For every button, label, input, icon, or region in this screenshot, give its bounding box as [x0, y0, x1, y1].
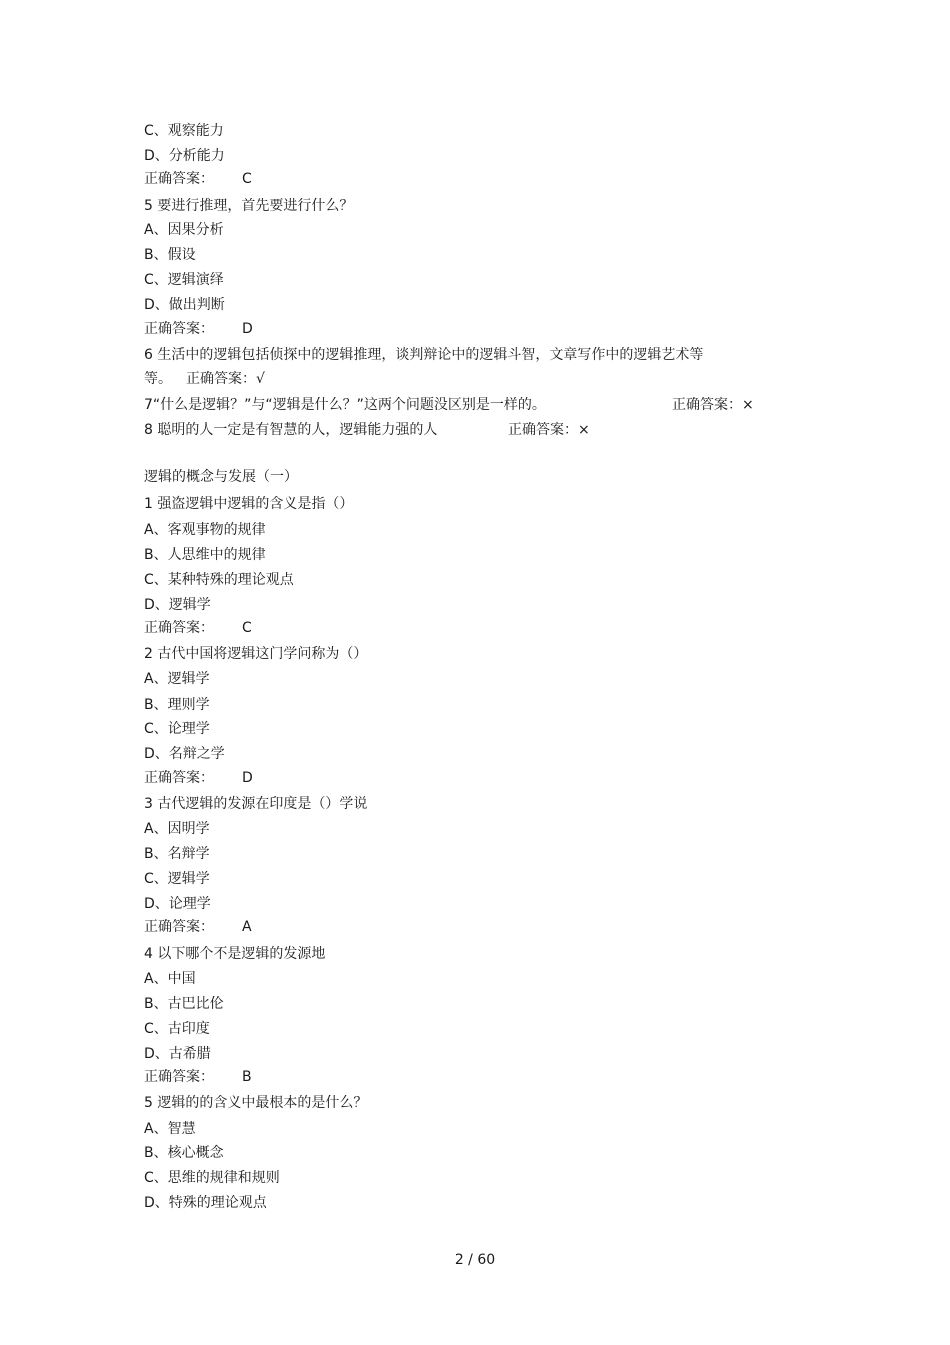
answer-value: D: [242, 321, 253, 337]
option-a: A、逻辑学: [144, 671, 210, 687]
option-b: B、名辩学: [144, 846, 210, 862]
question-3: 3 古代逻辑的发源在印度是（）学说: [144, 796, 368, 812]
option-a: A、客观事物的规律: [144, 522, 266, 538]
answer-line: [144, 619, 252, 637]
option-c: C、论理学: [144, 721, 210, 737]
option-a: A、因明学: [144, 821, 210, 837]
question-5: 5 要进行推理，首先要进行什么？: [144, 198, 354, 214]
answer-label: 正确答案：: [144, 620, 214, 636]
option-d: D、论理学: [144, 896, 211, 912]
option-b: B、核心概念: [144, 1145, 224, 1161]
section-title: 逻辑的概念与发展（一）: [144, 469, 298, 485]
option-c: C、逻辑演绎: [144, 272, 224, 288]
option-b: B、古巴比伦: [144, 996, 224, 1012]
option-d: D、名辩之学: [144, 746, 225, 762]
option-c: C、观察能力: [144, 123, 224, 139]
answer-line: [144, 1068, 252, 1086]
answer-label: 正确答案：: [144, 770, 214, 786]
answer-value: A: [242, 919, 252, 935]
option-b: B、人思维中的规律: [144, 547, 266, 563]
answer-value: B: [242, 1069, 252, 1085]
question-6-line-2: [144, 370, 265, 388]
question-5: 5 逻辑的的含义中最根本的是什么？: [144, 1095, 368, 1111]
question-7: 7“什么是逻辑？”与“逻辑是什么？”这两个问题没区别是一样的。: [144, 397, 546, 413]
answer-line: [144, 320, 253, 338]
option-a: A、因果分析: [144, 222, 224, 238]
question-4: 4 以下哪个不是逻辑的发源地: [144, 946, 326, 962]
question-8: 8 聪明的人一定是有智慧的人，逻辑能力强的人: [144, 422, 438, 438]
option-d: D、做出判断: [144, 297, 225, 313]
option-b: B、理则学: [144, 697, 210, 713]
answer-value: D: [242, 770, 253, 786]
question-1: 1 强盗逻辑中逻辑的含义是指（）: [144, 496, 354, 512]
answer-label: 正确答案：: [144, 919, 214, 935]
option-d: D、分析能力: [144, 148, 225, 164]
answer-line: [144, 918, 252, 936]
option-c: C、思维的规律和规则: [144, 1170, 280, 1186]
answer-line: [144, 769, 253, 787]
answer-value: C: [242, 171, 252, 187]
question-2: 2 古代中国将逻辑这门学问称为（）: [144, 646, 368, 662]
question-6-line-1: 6 生活中的逻辑包括侦探中的逻辑推理，谈判辩论中的逻辑斗智，文章写作中的逻辑艺术等: [144, 347, 704, 363]
option-d: D、逻辑学: [144, 597, 211, 613]
option-a: A、中国: [144, 971, 196, 987]
question-6-tail: 等。: [144, 371, 172, 387]
option-c: C、古印度: [144, 1021, 210, 1037]
answer-line: 正确答案：×: [672, 397, 754, 413]
answer-line: 正确答案：×: [508, 422, 590, 438]
answer-label: 正确答案：: [144, 321, 214, 337]
answer-line: [144, 170, 252, 188]
option-a: A、智慧: [144, 1121, 196, 1137]
option-c: C、逻辑学: [144, 871, 210, 887]
option-c: C、某种特殊的理论观点: [144, 572, 294, 588]
option-d: D、特殊的理论观点: [144, 1195, 267, 1211]
option-b: B、假设: [144, 247, 196, 263]
option-d: D、古希腊: [144, 1046, 211, 1062]
answer-label: 正确答案：: [144, 1069, 214, 1085]
answer-value: C: [242, 620, 252, 636]
answer-line: 正确答案：√: [186, 371, 265, 387]
page-number: 2 / 60: [454, 1252, 496, 1268]
answer-label: 正确答案：: [144, 171, 214, 187]
